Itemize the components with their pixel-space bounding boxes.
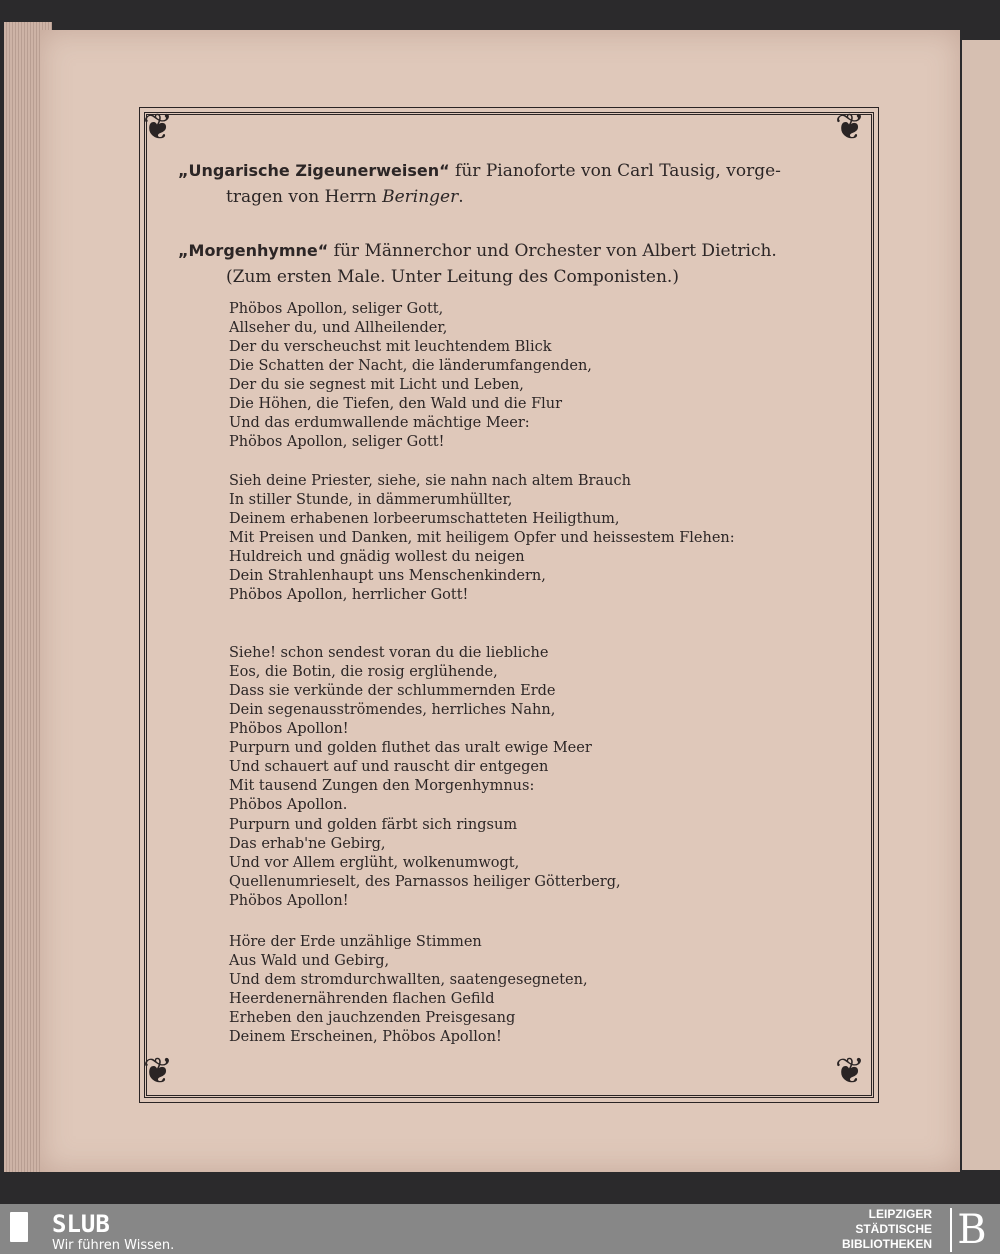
poem-stanza — [229, 933, 588, 1047]
poem-line: Purpurn und golden färbt sich ringsum — [229, 817, 518, 833]
poem-line: Allseher du, und Allheilender, — [229, 320, 448, 336]
poem-line: Purpurn und golden fluthet das uralt ewige Meer — [229, 740, 592, 756]
poem-stanza — [229, 816, 621, 911]
entry-line2 — [178, 184, 838, 210]
poem-line: Dein Strahlenhaupt uns Menschenkindern, — [229, 568, 546, 584]
entry-text: . — [458, 187, 464, 207]
entry-title: „Morgenhymne“ — [178, 241, 329, 260]
corner-ornament-icon: ❦ — [142, 1051, 174, 1092]
poem-stanza — [229, 300, 592, 452]
poem-line: Phöbos Apollon, seliger Gott, — [229, 301, 444, 317]
poem-line: Mit tausend Zungen den Morgenhymnus: — [229, 778, 535, 794]
poem-line: Aus Wald und Gebirg, — [229, 953, 390, 969]
poem-line: Deinem erhabenen lorbeerumschatteten Heiligthum, — [229, 511, 620, 527]
poem-line: Phöbos Apollon, seliger Gott! — [229, 434, 445, 450]
slub-tagline: Wir führen Wissen. — [52, 1238, 175, 1253]
poem-line: Das erhab'ne Gebirg, — [229, 836, 386, 852]
poem-line: Und schauert auf und rauscht dir entgegen — [229, 759, 549, 775]
poem-line: Phöbos Apollon! — [229, 721, 349, 737]
poem-line: Und dem stromdurchwallten, saatengesegneten, — [229, 972, 588, 988]
poem-line: Dass sie verkünde der schlummernden Erde — [229, 683, 556, 699]
poem-line: Quellenumrieselt, des Parnassos heiliger Götterberg, — [229, 874, 621, 890]
poem-line: Höre der Erde unzählige Stimmen — [229, 934, 482, 950]
poem-line: Die Höhen, die Tiefen, den Wald und die Flur — [229, 396, 563, 412]
lsb-name — [842, 1207, 932, 1252]
lsb-line: LEIPZIGER — [868, 1207, 932, 1221]
poem-line: Huldreich und gnädig wollest du neigen — [229, 549, 525, 565]
entry-text: tragen von Herrn — [226, 187, 383, 207]
program-entry-morgenhymne — [178, 238, 838, 290]
poem-line: Erheben den jauchzenden Preisgesang — [229, 1010, 516, 1026]
program-entry-zigeunerweisen — [178, 158, 838, 210]
poem-line: Mit Preisen und Danken, mit heiligem Opfer und heissestem Flehen: — [229, 530, 735, 546]
footer-bar — [0, 1204, 1000, 1254]
poem-stanza — [229, 644, 592, 815]
performer-name: Beringer — [382, 187, 459, 207]
facing-page-edge — [962, 40, 1000, 1170]
lsb-line: BIBLIOTHEKEN — [842, 1237, 932, 1251]
entry-text: für Männerchor und Orchester von Albert Dietrich. — [328, 241, 777, 261]
entry-title: „Ungarische Zigeunerweisen“ — [178, 161, 450, 180]
poem-line: Die Schatten der Nacht, die länderumfangenden, — [229, 358, 592, 374]
poem-line: Heerdenernährenden flachen Gefild — [229, 991, 495, 1007]
slub-logo-text: SLUB — [52, 1210, 110, 1238]
lsb-logo-icon: B — [950, 1208, 992, 1252]
poem-line: Und das erdumwallende mächtige Meer: — [229, 415, 530, 431]
entry-note: (Zum ersten Male. Unter Leitung des Componisten.) — [226, 267, 679, 287]
poem-line: Siehe! schon sendest voran du die liebliche — [229, 645, 549, 661]
poem-line: Phöbos Apollon! — [229, 893, 349, 909]
poem-line: Der du verscheuchst mit leuchtendem Blick — [229, 339, 552, 355]
poem-line: Dein segenausströmendes, herrliches Nahn, — [229, 702, 556, 718]
poem-line: In stiller Stunde, in dämmerumhüllter, — [229, 492, 513, 508]
poem-line: Sieh deine Priester, siehe, sie nahn nach altem Brauch — [229, 473, 631, 489]
entry-text: für Pianoforte von Carl Tausig, vorge- — [449, 161, 781, 181]
poem-line: Der du sie segnest mit Licht und Leben, — [229, 377, 524, 393]
slub-book-icon — [10, 1212, 28, 1242]
corner-ornament-icon: ❦ — [142, 107, 174, 148]
poem-stanza — [229, 472, 735, 605]
corner-ornament-icon: ❦ — [834, 107, 866, 148]
poem-line: Deinem Erscheinen, Phöbos Apollon! — [229, 1029, 502, 1045]
poem-line: Phöbos Apollon. — [229, 797, 348, 813]
poem-line: Eos, die Botin, die rosig erglühende, — [229, 664, 498, 680]
lsb-line: STÄDTISCHE — [855, 1222, 932, 1236]
poem-line: Phöbos Apollon, herrlicher Gott! — [229, 587, 469, 603]
corner-ornament-icon: ❦ — [834, 1051, 866, 1092]
poem-line: Und vor Allem erglüht, wolkenumwogt, — [229, 855, 520, 871]
